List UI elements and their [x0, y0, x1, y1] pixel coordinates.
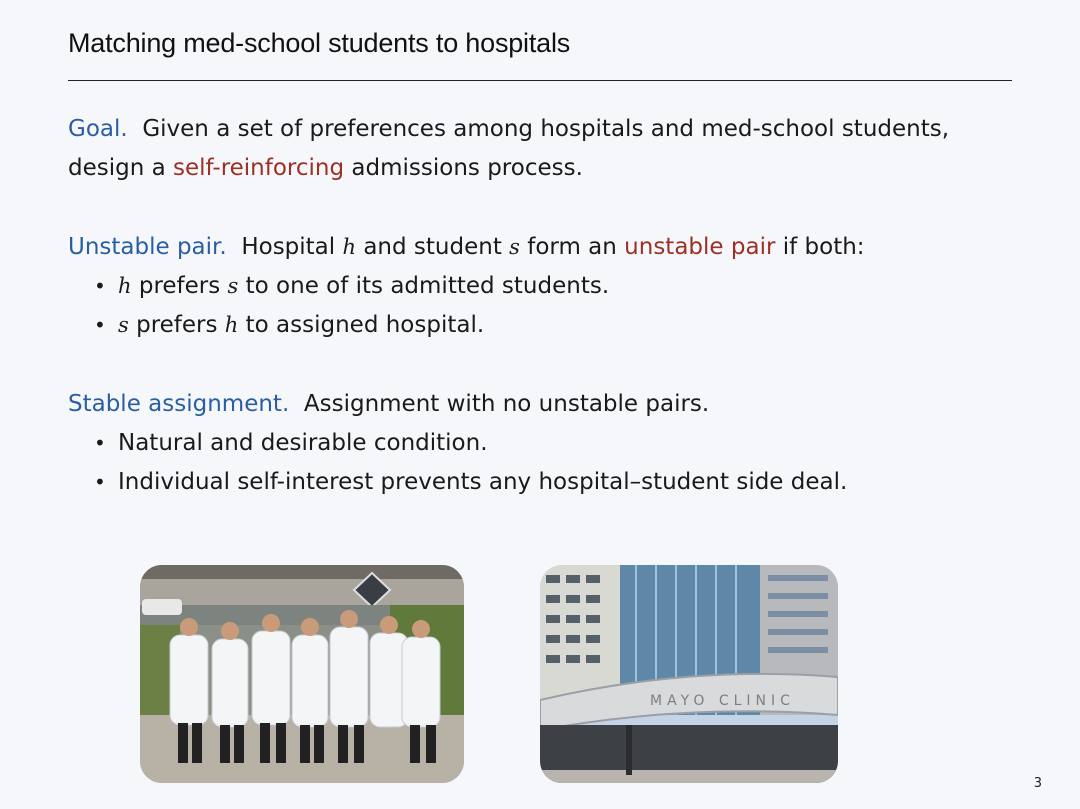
- list-item: • Natural and desirable condition.: [68, 424, 1028, 463]
- title-divider: [68, 80, 1012, 81]
- bullet-text: prefers: [128, 312, 225, 338]
- stable-paragraph: [68, 385, 1028, 424]
- unstable-pre: Hospital: [241, 234, 343, 260]
- unstable-post: if both:: [775, 234, 865, 260]
- list-item: • Individual self-interest prevents any hospital–student side deal.: [68, 463, 1028, 502]
- stable-text: Assignment with no unstable pairs.: [303, 391, 710, 417]
- bullet-text: to one of its admitted students.: [238, 273, 610, 299]
- unstable-pair-label: Unstable pair.: [68, 234, 227, 260]
- unstable-mid: and student: [356, 234, 510, 260]
- slide-body: [68, 110, 1028, 502]
- unstable-pair-paragraph: [68, 228, 1028, 267]
- list-item: [68, 267, 1028, 306]
- var-h: h: [224, 313, 239, 337]
- unstable-bullets: [68, 267, 1028, 345]
- group-of-doctors-photo: [140, 565, 464, 783]
- goal-label: Goal.: [68, 116, 128, 142]
- var-s: s: [227, 274, 239, 298]
- goal-highlight: self-reinforcing: [173, 155, 345, 181]
- goal-text-2-post: admissions process.: [344, 155, 583, 181]
- stable-label: Stable assignment.: [68, 391, 290, 417]
- page-number: 3: [1033, 776, 1042, 791]
- slide-title: Matching med-school students to hospitals: [68, 28, 571, 58]
- mayo-clinic-building-photo: [540, 565, 838, 783]
- var-h: h: [342, 235, 357, 259]
- bullet-text: to assigned hospital.: [238, 312, 485, 338]
- var-s: s: [509, 235, 520, 259]
- stable-bullets: [68, 424, 1028, 502]
- bullet-text: prefers: [131, 273, 228, 299]
- unstable-post-pre: form an: [519, 234, 625, 260]
- goal-text-2-pre: design a: [68, 155, 174, 181]
- goal-text-1: Given a set of preferences among hospitals and med-school students,: [142, 116, 950, 142]
- var-h: h: [118, 274, 132, 298]
- building-sign: MAYO CLINIC: [650, 693, 795, 709]
- goal-paragraph: [68, 110, 1028, 188]
- var-s: s: [118, 313, 129, 337]
- unstable-highlight: unstable pair: [624, 234, 776, 260]
- list-item: [68, 306, 1028, 345]
